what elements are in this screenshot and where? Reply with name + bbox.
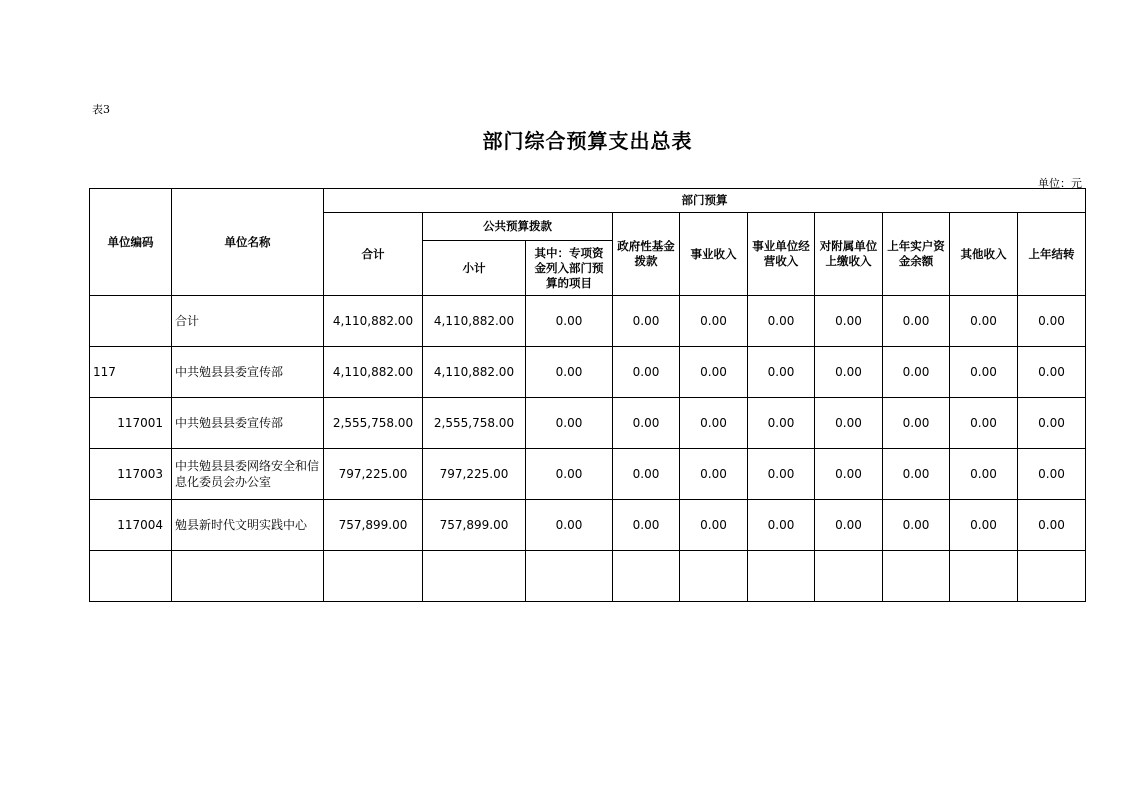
value-cell: 0.00 [748,347,815,398]
unit-name-cell [172,551,324,602]
value-cell: 0.00 [1018,347,1086,398]
value-cell: 757,899.00 [423,500,526,551]
value-cell: 0.00 [613,347,680,398]
header-operating-income: 事业单位经营收入 [748,213,815,296]
table-row [90,347,1086,398]
value-cell: 0.00 [680,296,748,347]
value-cell: 0.00 [883,347,950,398]
header-special-funds: 其中：专项资金列入部门预算的项目 [526,241,613,296]
value-cell: 0.00 [526,296,613,347]
value-cell: 0.00 [1018,449,1086,500]
unit-code-cell: 117003 [90,449,172,500]
value-cell: 0.00 [680,398,748,449]
value-cell: 0.00 [526,449,613,500]
value-cell: 0.00 [883,398,950,449]
header-prior-year-carryover: 上年结转 [1018,213,1086,296]
value-cell: 4,110,882.00 [423,296,526,347]
table-number-label: 表3 [92,103,110,116]
value-cell [950,551,1018,602]
unit-code-cell: 117001 [90,398,172,449]
budget-expenditure-table [89,188,1086,602]
value-cell: 0.00 [526,500,613,551]
table-row [90,449,1086,500]
value-cell: 0.00 [748,500,815,551]
value-cell: 0.00 [748,398,815,449]
header-dept-budget: 部门预算 [324,189,1086,213]
value-cell [423,551,526,602]
unit-name-cell: 合计 [172,296,324,347]
table-row-empty [90,551,1086,602]
value-cell [1018,551,1086,602]
value-cell: 0.00 [815,347,883,398]
unit-name-cell: 中共勉县县委宣传部 [172,398,324,449]
value-cell: 4,110,882.00 [324,296,423,347]
value-cell: 0.00 [950,449,1018,500]
value-cell [526,551,613,602]
value-cell: 0.00 [680,449,748,500]
header-public-budget: 公共预算拨款 [423,213,613,241]
value-cell: 4,110,882.00 [423,347,526,398]
value-cell: 0.00 [748,449,815,500]
value-cell: 0.00 [815,500,883,551]
value-cell: 0.00 [526,398,613,449]
table-row-total [90,296,1086,347]
value-cell: 4,110,882.00 [324,347,423,398]
value-cell: 0.00 [950,398,1018,449]
header-subsidiary-income: 对附属单位上缴收入 [815,213,883,296]
value-cell: 0.00 [613,296,680,347]
value-cell: 0.00 [883,296,950,347]
value-cell: 0.00 [680,500,748,551]
value-cell: 797,225.00 [423,449,526,500]
unit-code-cell [90,551,172,602]
value-cell: 0.00 [526,347,613,398]
value-cell: 0.00 [613,500,680,551]
value-cell: 0.00 [815,296,883,347]
value-cell [748,551,815,602]
value-cell: 0.00 [1018,500,1086,551]
header-unit-code: 单位编码 [90,189,172,296]
value-cell [680,551,748,602]
value-cell: 0.00 [613,449,680,500]
value-cell: 0.00 [680,347,748,398]
value-cell: 0.00 [883,500,950,551]
value-cell: 757,899.00 [324,500,423,551]
unit-name-cell: 中共勉县县委网络安全和信息化委员会办公室 [172,449,324,500]
value-cell [815,551,883,602]
value-cell: 0.00 [748,296,815,347]
unit-label: 单位：元 [1038,177,1082,190]
value-cell [883,551,950,602]
value-cell [613,551,680,602]
value-cell: 0.00 [613,398,680,449]
table-row [90,500,1086,551]
unit-code-cell: 117 [90,347,172,398]
value-cell: 0.00 [950,500,1018,551]
unit-name-cell: 中共勉县县委宣传部 [172,347,324,398]
value-cell: 2,555,758.00 [423,398,526,449]
header-unit-name: 单位名称 [172,189,324,296]
header-subtotal: 小计 [423,241,526,296]
header-total: 合计 [324,213,423,296]
header-prior-year-balance: 上年实户资金余额 [883,213,950,296]
unit-code-cell [90,296,172,347]
value-cell: 0.00 [950,347,1018,398]
header-gov-fund: 政府性基金拨款 [613,213,680,296]
unit-name-cell: 勉县新时代文明实践中心 [172,500,324,551]
value-cell: 0.00 [883,449,950,500]
table-row [90,398,1086,449]
value-cell: 0.00 [815,398,883,449]
value-cell: 0.00 [815,449,883,500]
value-cell: 797,225.00 [324,449,423,500]
page-title: 部门综合预算支出总表 [482,129,693,153]
header-other-income: 其他收入 [950,213,1018,296]
unit-code-cell: 117004 [90,500,172,551]
value-cell [324,551,423,602]
header-business-income: 事业收入 [680,213,748,296]
value-cell: 2,555,758.00 [324,398,423,449]
value-cell: 0.00 [1018,398,1086,449]
value-cell: 0.00 [1018,296,1086,347]
value-cell: 0.00 [950,296,1018,347]
